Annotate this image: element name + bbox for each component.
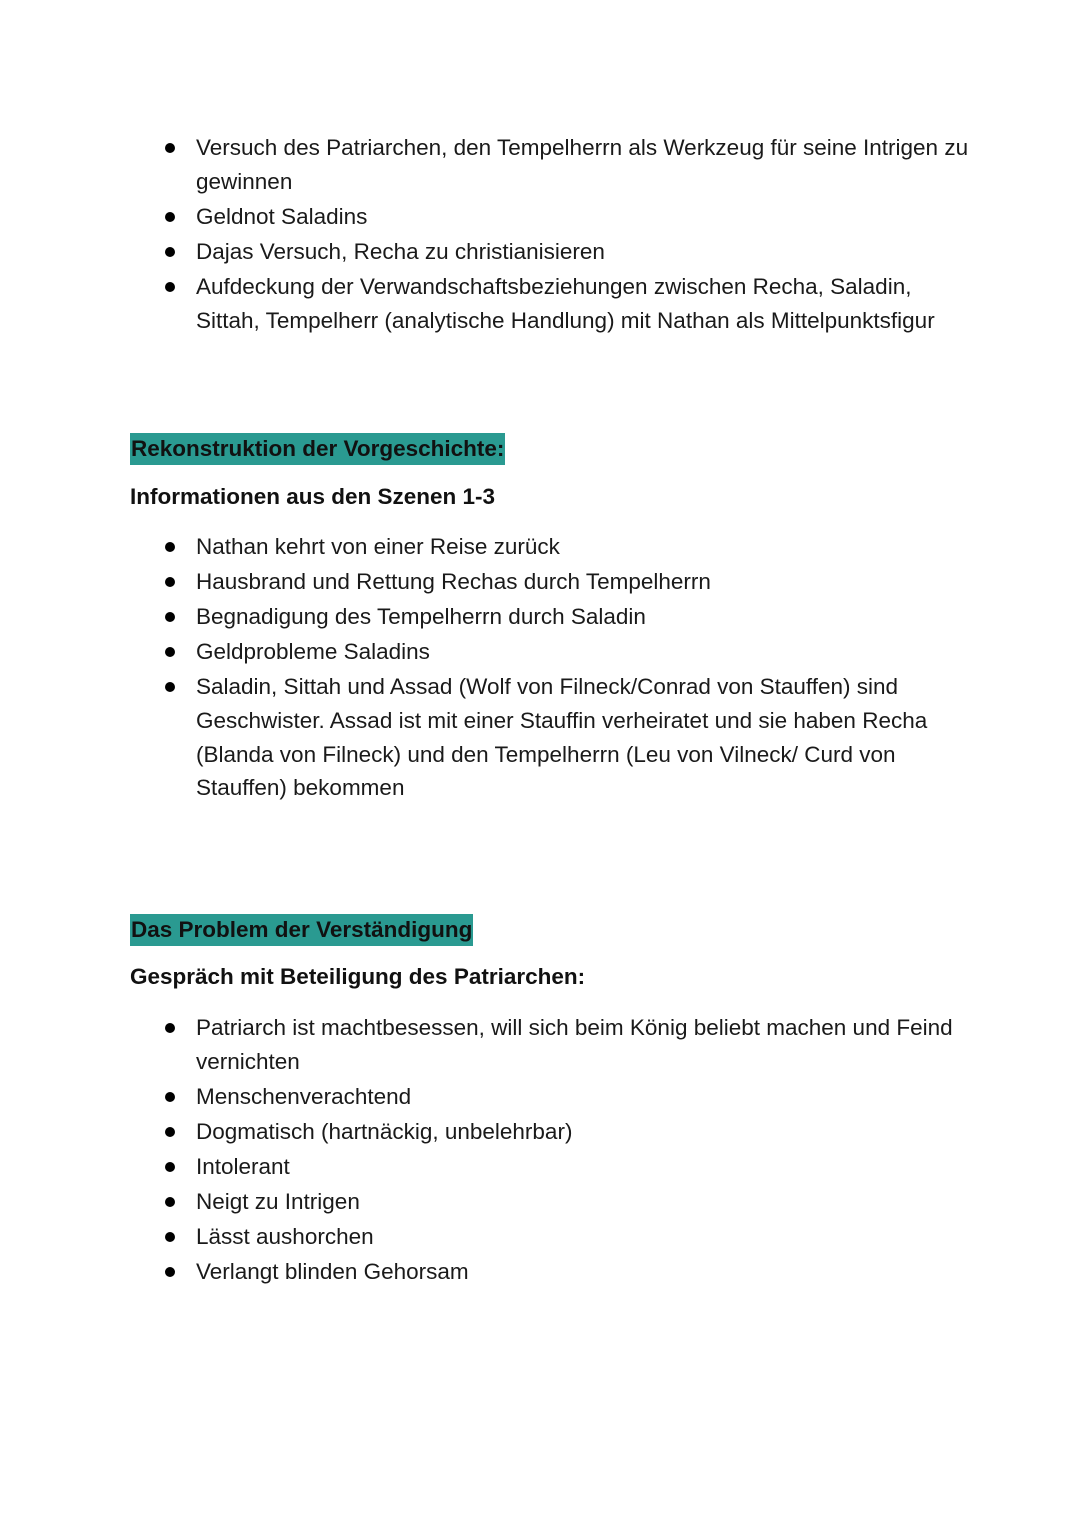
list-item: Lässt aushorchen <box>196 1220 976 1254</box>
subheading-gespraech: Gespräch mit Beteiligung des Patriarchen: <box>130 964 586 989</box>
section-heading-vorgeschichte: Rekonstruktion der Vorgeschichte: <box>130 433 505 465</box>
vorgeschichte-bullet-list <box>196 530 976 806</box>
list-item: Intolerant <box>196 1150 976 1184</box>
list-item: Neigt zu Intrigen <box>196 1185 976 1219</box>
list-item: Nathan kehrt von einer Reise zurück <box>196 530 976 564</box>
list-item: Aufdeckung der Verwandschaftsbeziehungen zwischen Recha, Saladin, Sittah, Tempelherr (analytische Handlung) mit Nathan als Mittelpunktsfigur <box>196 270 976 338</box>
list-item: Dogmatisch (hartnäckig, unbelehrbar) <box>196 1115 976 1149</box>
list-item: Verlangt blinden Gehorsam <box>196 1255 976 1289</box>
list-item: Menschenverachtend <box>196 1080 976 1114</box>
list-item: Geldnot Saladins <box>196 200 976 234</box>
list-item: Geldprobleme Saladins <box>196 635 976 669</box>
list-item: Dajas Versuch, Recha zu christianisieren <box>196 235 976 269</box>
list-item: Patriarch ist machtbesessen, will sich beim König beliebt machen und Feind vernichten <box>196 1011 976 1079</box>
list-item: Hausbrand und Rettung Rechas durch Tempelherrn <box>196 565 976 599</box>
section-heading-verstaendigung: Das Problem der Verständigung <box>130 914 473 946</box>
patriarch-bullet-list <box>196 1011 976 1290</box>
list-item: Saladin, Sittah und Assad (Wolf von Filneck/Conrad von Stauffen) sind Geschwister. Assad ist mit einer Stauffin verheiratet und sie haben Recha (Blanda von Filneck) und den Tempelherrn (Leu von Vilneck/ Curd von Stauffen) bekommen <box>196 670 976 805</box>
subheading-informationen: Informationen aus den Szenen 1-3 <box>130 484 496 509</box>
list-item: Versuch des Patriarchen, den Tempelherrn als Werkzeug für seine Intrigen zu gewinnen <box>196 131 976 199</box>
list-item: Begnadigung des Tempelherrn durch Saladin <box>196 600 976 634</box>
intro-bullet-list <box>196 131 976 339</box>
